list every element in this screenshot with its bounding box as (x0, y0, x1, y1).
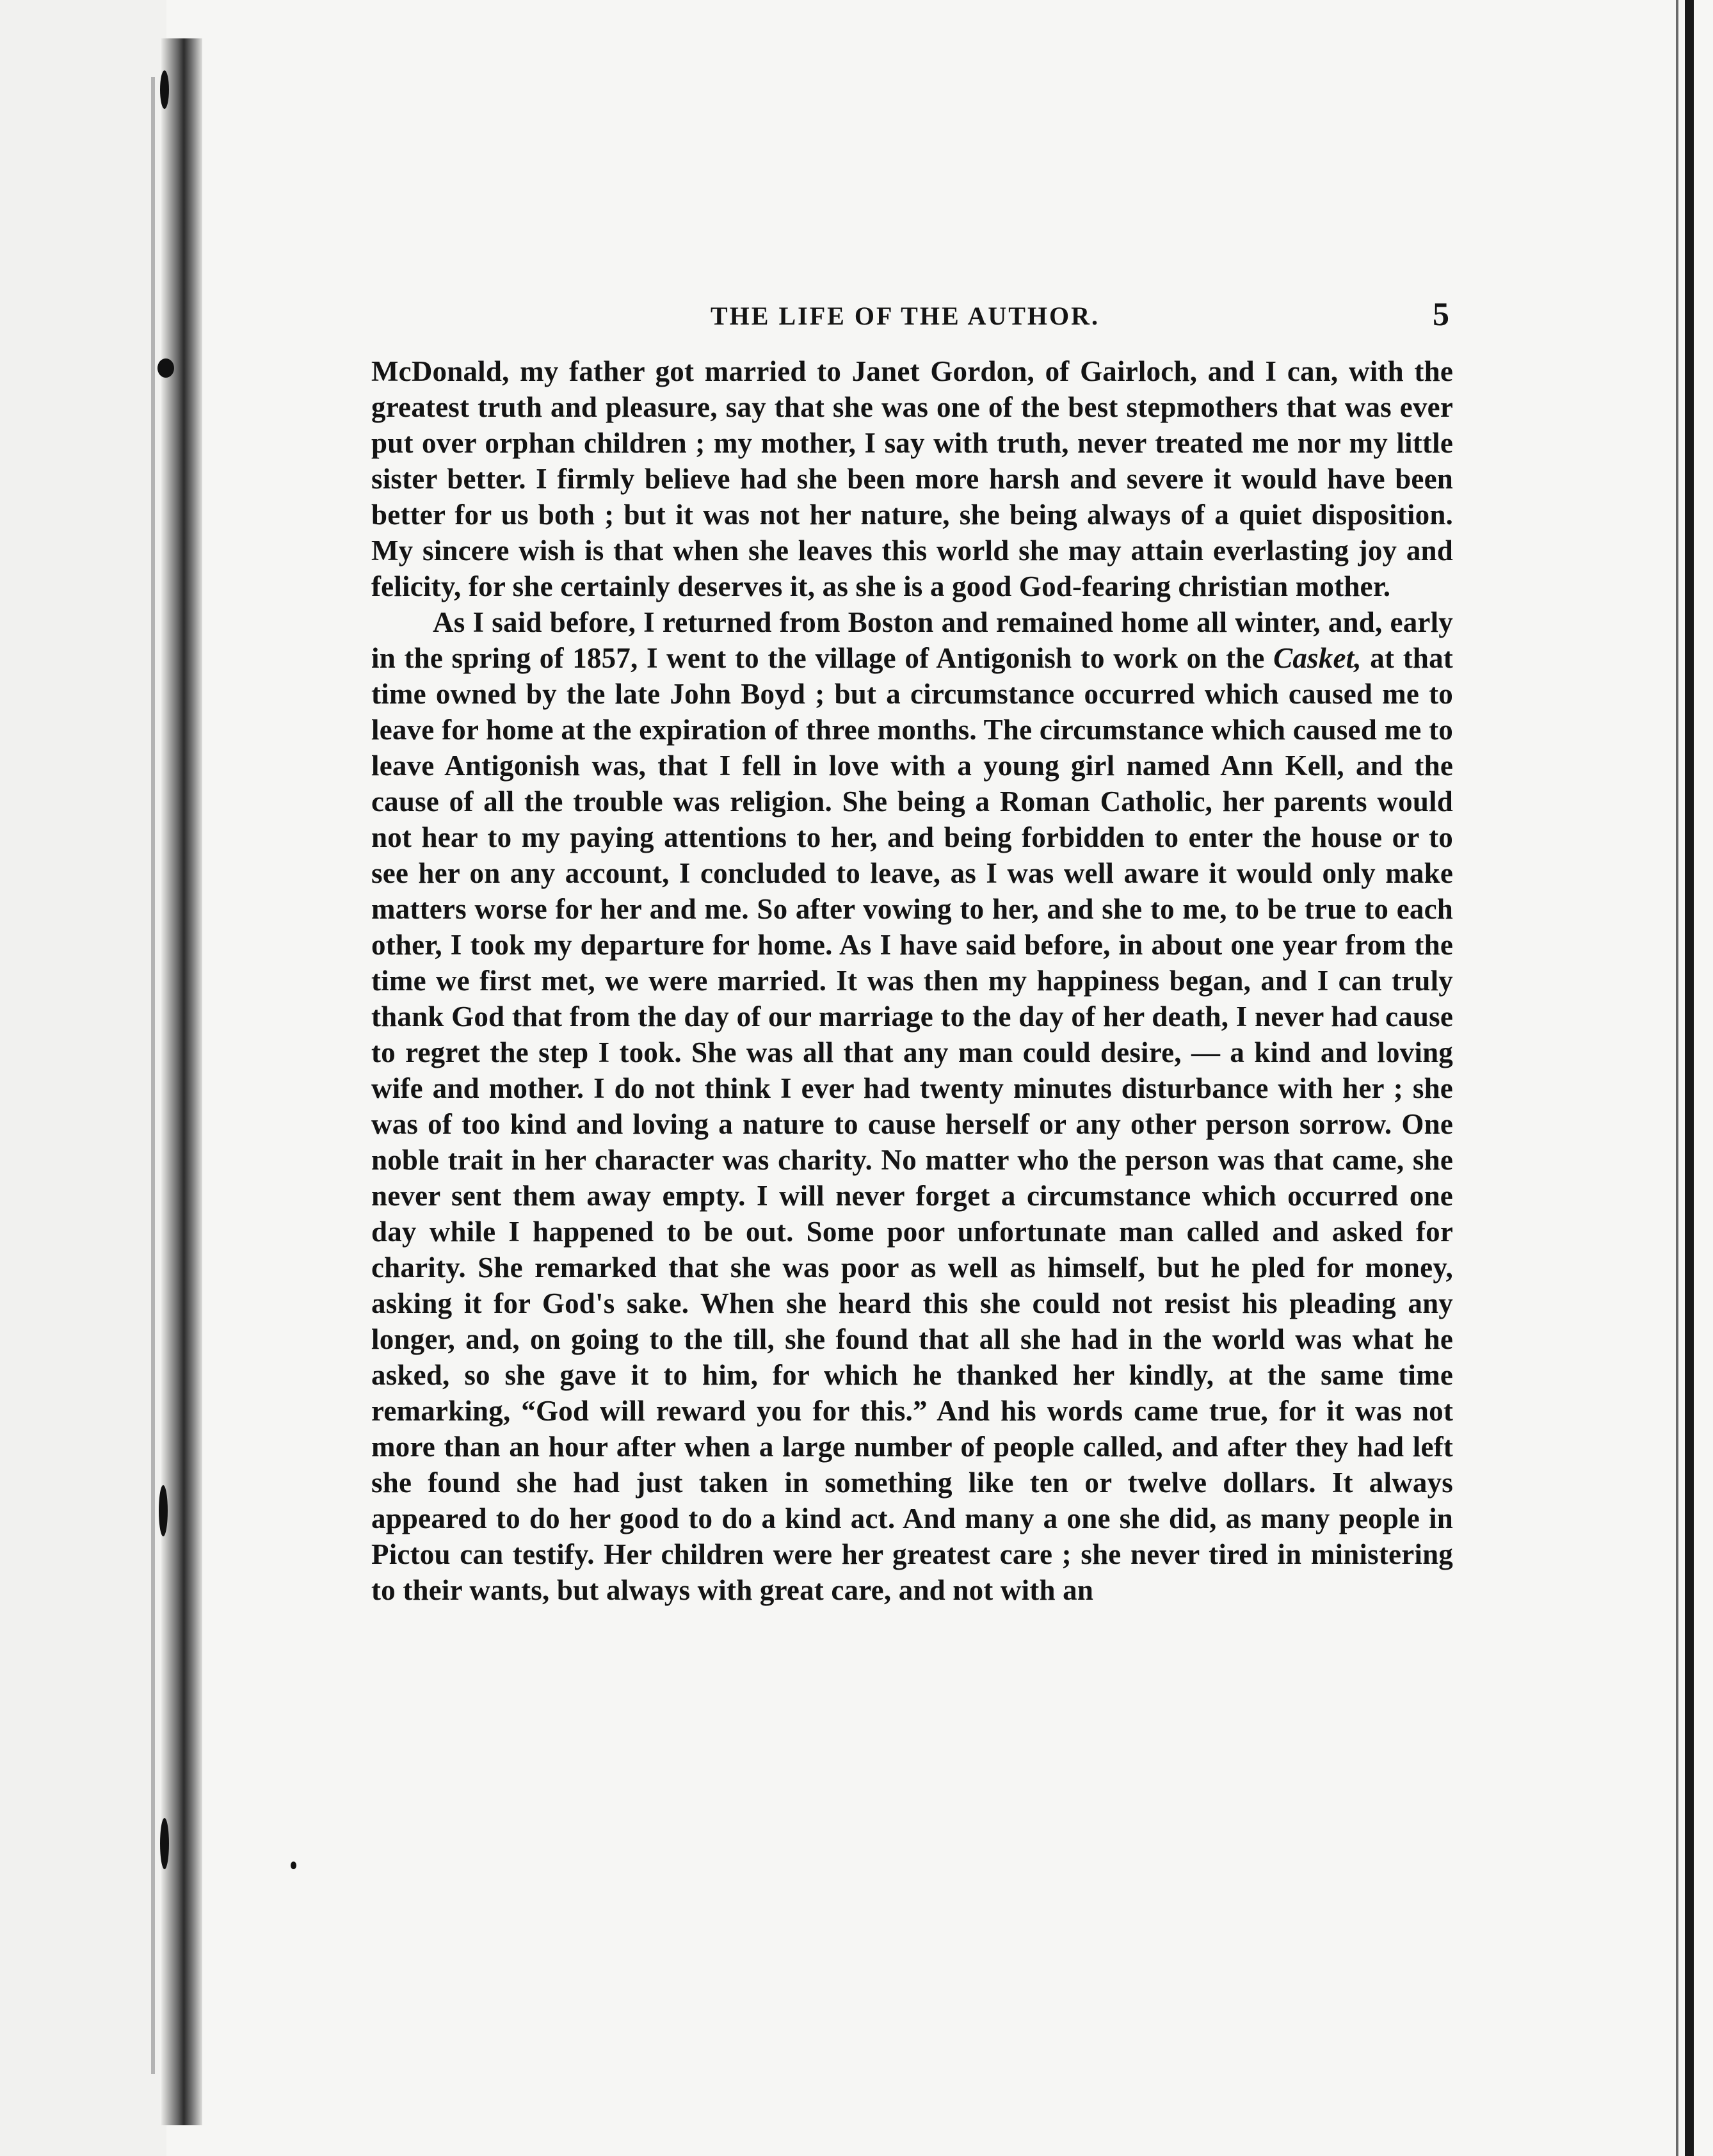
binding-gutter (161, 38, 202, 2125)
scan-speck (157, 358, 174, 378)
scan-speck (160, 70, 169, 109)
scan-speck (159, 1485, 168, 1536)
scan-speck (160, 1818, 169, 1869)
facing-page-edge (0, 0, 166, 2156)
newspaper-title: Casket, (1273, 642, 1362, 674)
paragraph-text-a: As I said before, I returned from Boston and remained home all winter, and, early in the spring of 1857, I went to the village of Antigonish to work on the (371, 606, 1453, 674)
scan-speck (291, 1862, 296, 1869)
paragraph-stepmother: McDonald, my father got married to Janet Gordon, of Gairloch, and I can, with the greatest truth and pleasure, say that she was one of the best stepmothers that was ever put over orphan children ; my mother, I say with truth, never treated me nor my little sister better. I firmly believe had she been more harsh and severe it would have been better for us both ; but it was not her nature, she being always of a quiet disposition. My sincere wish is that when she leaves this world she may attain everlasting joy and felicity, for she certainly deserves it, as she is a good God-fearing christian mother. (371, 355, 1453, 602)
paragraph-text-b: at that time owned by the late John Boyd ; but a circumstance occurred which caused me to leave for home at the expiration of three months. The circumstance which caused me to leave Antigonish was, that I fell in love with a young girl named Ann Kell, and the cause of all the trouble was religion. She being a Roman Catholic, her parents would not hear to my paying attentions to her, and being forbidden to enter the house or to see her on any account, I concluded to leave, as I was well aware it would only make matters worse for her and me. So after vowing to her, and she to me, to be true to each other, I took my departure for home. As I have said before, in about one year from the time we first met, we were married. It was then my happiness began, and I can truly thank God that from the day of our marriage to the day of her death, I never had cause to regret the step I took. She was all that any man could desire, — a kind and loving wife and mother. I do not think I ever had twenty minutes disturbance with her ; she was of too kind and loving a nature to cause herself or any other person sorrow. One noble trait in her character was charity. No matter who the person was that came, she never sent them away empty. I will never forget a circumstance which occurred one day while I happened to be out. Some poor unfortunate man called and asked for charity. She remarked that she was poor as well as himself, but he pled for money, asking it for God's sake. When she heard this she could not resist his pleading any longer, and, on going to the till, she found that all she had in the world was what he asked, so she gave it to him, for which he thanked her kindly, at the same time remarking, “God will reward you for this.” And his words came true, for it was not more than an hour after when a large number of people called, and after they had left she found she had just taken in something like ten or twelve dollars. It always appeared to do her good to do a kind act. And many a one she did, as many people in Pictou can testify. Her children were her greatest care ; she never tired in ministering to their wants, but always with great care, and not with an (371, 642, 1453, 1606)
scan-border-right (1685, 0, 1694, 2156)
running-head-title: THE LIFE OF THE AUTHOR. (711, 302, 1100, 330)
scan-border-inner (1676, 0, 1678, 2156)
page-number: 5 (1433, 296, 1449, 333)
binding-shadow-thin (151, 77, 155, 2074)
body-text (371, 353, 1453, 1608)
paragraph-marriage (371, 604, 1453, 1608)
